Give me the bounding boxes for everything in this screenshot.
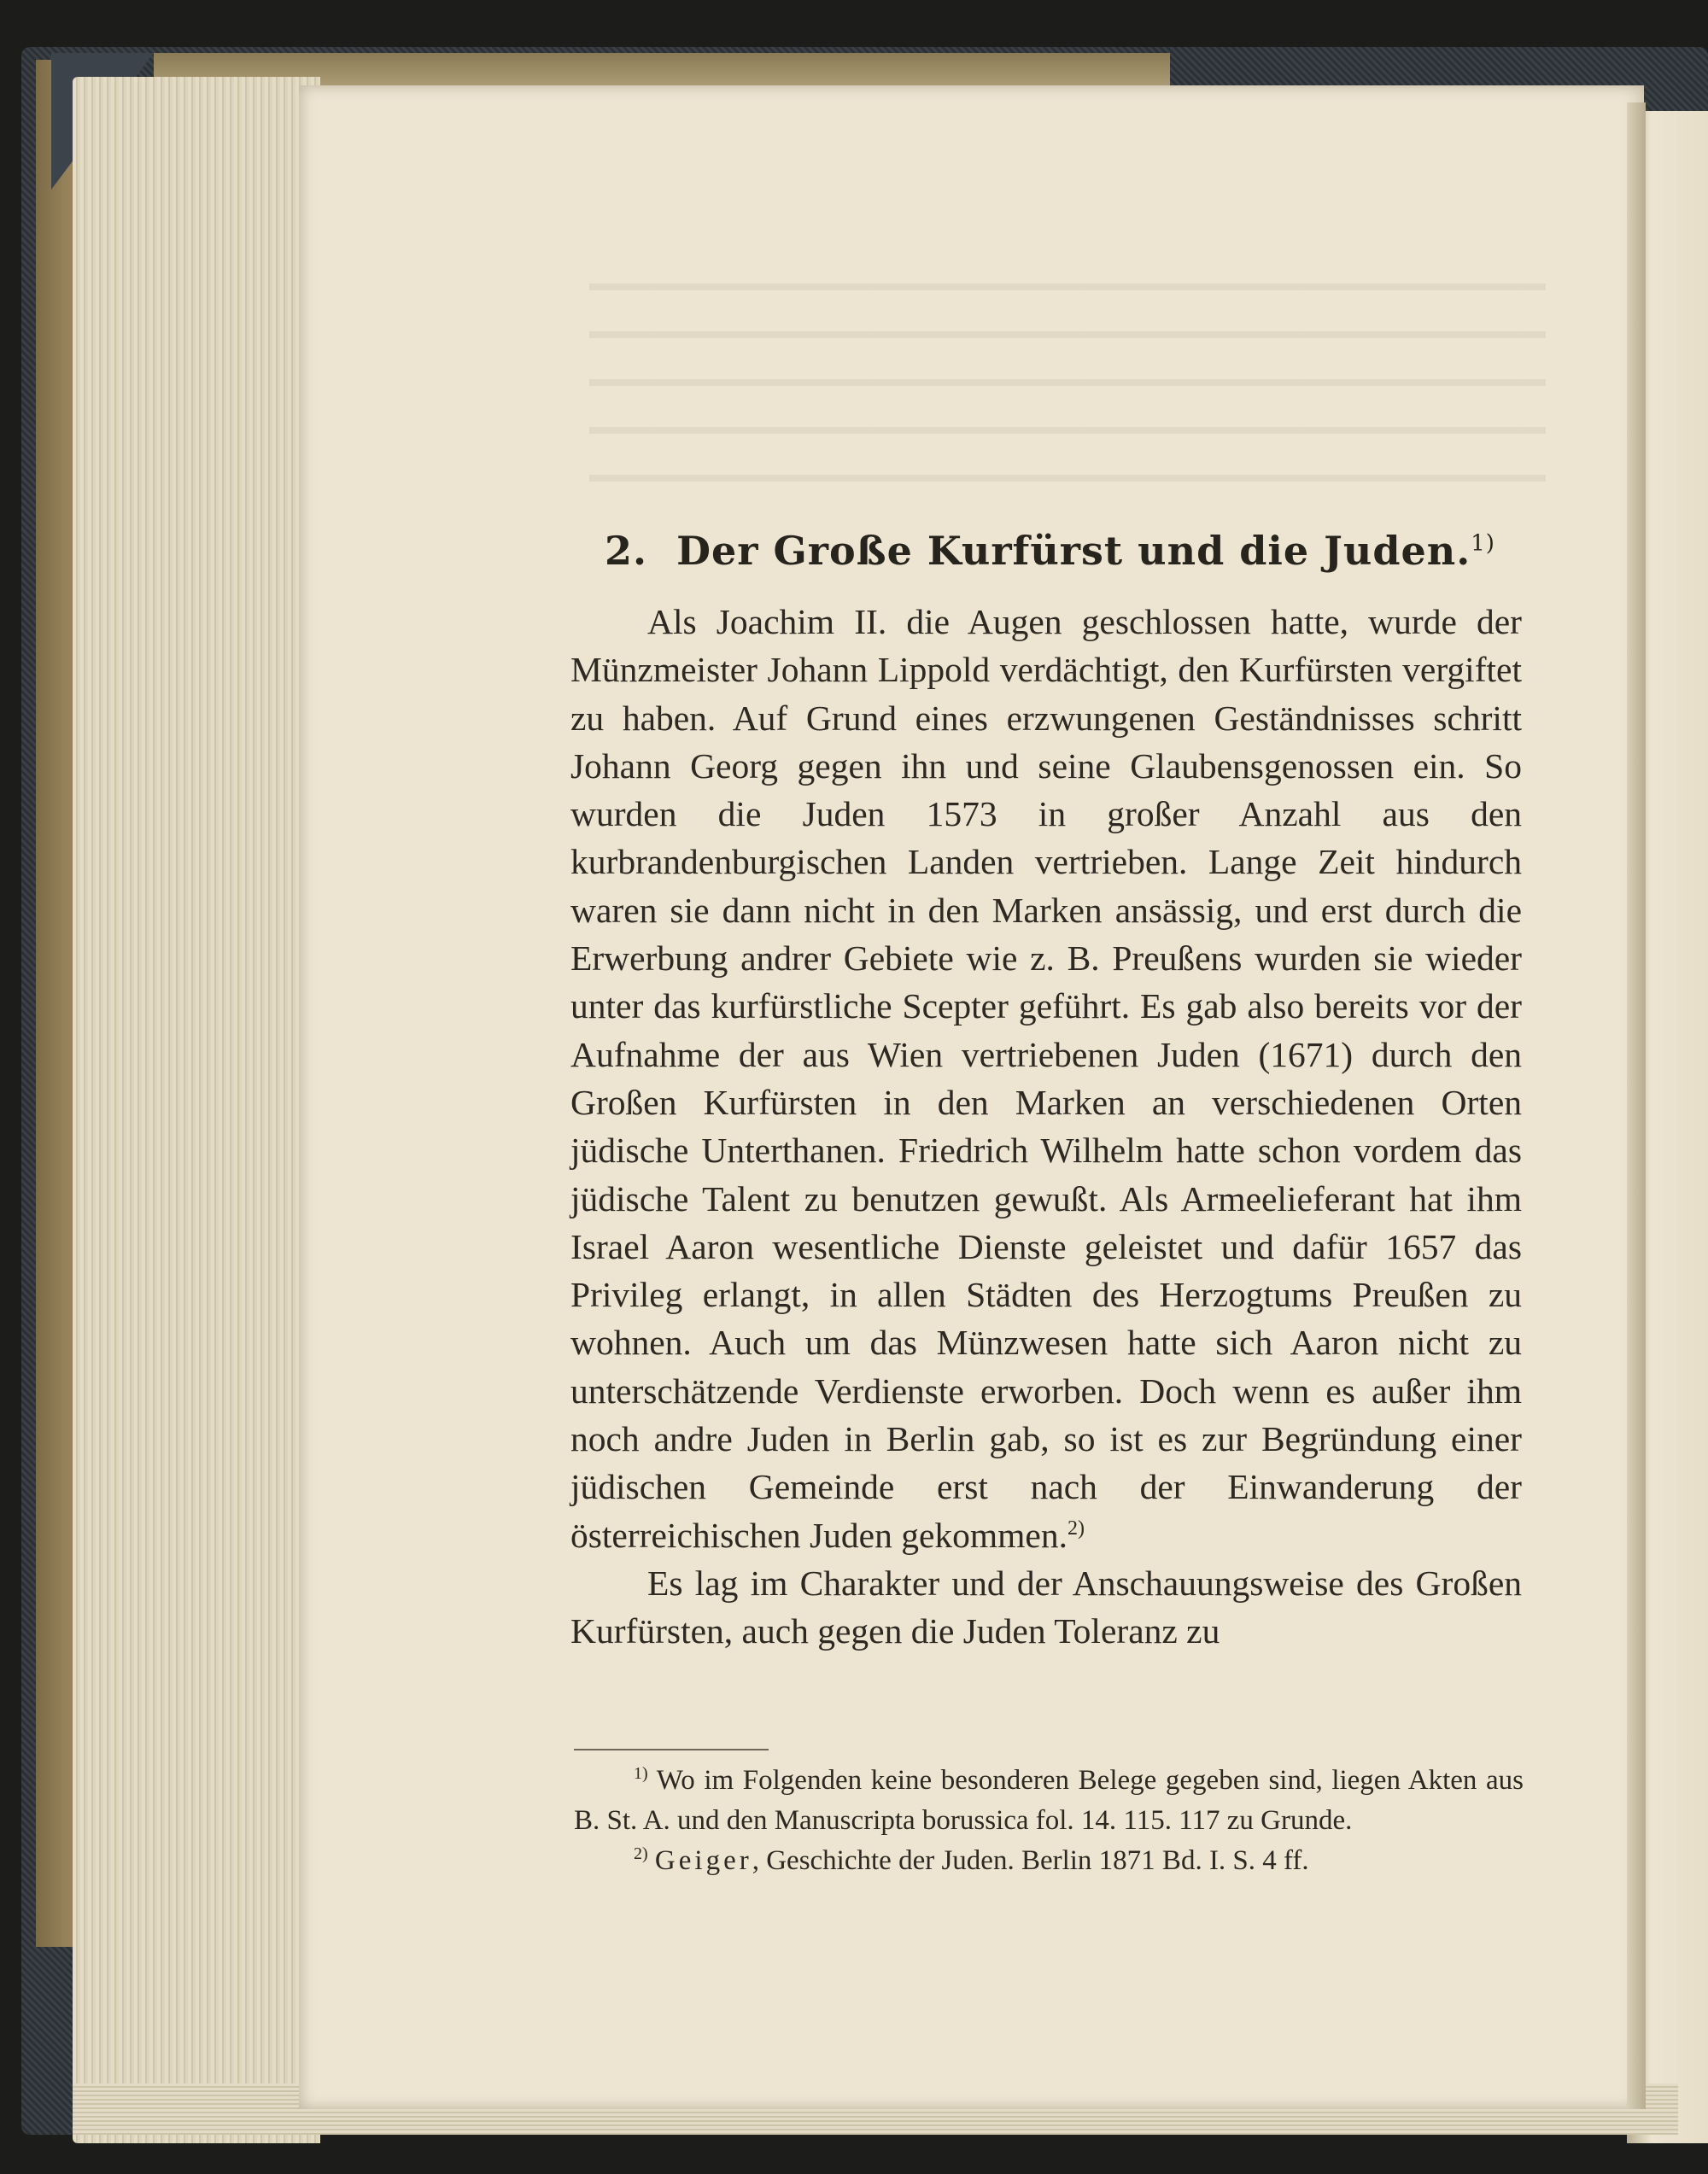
- footnote-author: Geiger: [654, 1845, 752, 1876]
- chapter-title: Der Große Kurfürst und die Juden.: [676, 528, 1471, 574]
- footnotes: [574, 1761, 1524, 1881]
- main-text: [570, 598, 1522, 1656]
- footnote-ref: 2): [1067, 1517, 1085, 1540]
- footnote-rule: [574, 1749, 769, 1750]
- footnote: $^{2)}$ Geiger, Geschichte der Juden. Berlin 1871 Bd. I. S. 4 ff.: [634, 1844, 1309, 1876]
- chapter-number: 2.: [605, 528, 648, 574]
- paragraph: Als Joachim II. die Augen geschlossen hatte, wurde der Münzmeister Johann Lippold verdächtigt, den Kurfürsten vergiftet zu haben. Auf Grund eines erzwungenen Geständnisses schritt Johann Georg gegen ihn und seine Glaubensgenossen ein. So wurden die Juden 1573 in großer Anzahl aus den kurbrandenburgischen Landen vertrieben. Lange Zeit hindurch waren sie dann nicht in den Marken ansässig, und erst durch die Erwerbung andrer Gebiete wie z. B. Preußens wurden sie wieder unter das kurfürstliche Scepter geführt. Es gab also bereits vor der Aufnahme der aus Wien vertriebenen Juden (1671) durch den Großen Kurfürsten in den Marken an verschiedenen Orten jüdische Unterthanen. Friedrich Wilhelm hatte schon vordem das jüdische Talent zu benutzen gewußt. Als Armeelieferant hat ihm Israel Aaron wesentliche Dienste geleistet und dafür 1657 das Privileg erlangt, in allen Städten des Herzogtums Preußen zu wohnen. Auch um das Münzwesen hatte sich Aaron nicht zu unterschätzende Verdienste erworben. Doch wenn es außer ihm noch andre Juden in Berlin gab, so ist es zur Begründung einer jüdischen Gemeinde erst nach der Einwanderung der österreichischen Juden gekommen.$^{2)}$: [570, 602, 1522, 1555]
- page-gutter: [1627, 102, 1646, 2109]
- footnote: $^{1)}$ Wo im Folgenden keine besonderen Belege gegeben sind, liegen Akten aus B. St. A. und den Manuscripta borussica fol. 14. 115. 117 zu Grunde.: [574, 1764, 1524, 1836]
- chapter-heading: [598, 528, 1527, 574]
- bleed-through: [589, 256, 1546, 521]
- footnote-ref: 1): [1471, 530, 1495, 557]
- paragraph: Es lag im Charakter und der Anschauungsweise des Großen Kurfürsten, auch gegen die Juden Toleranz zu: [570, 1563, 1522, 1651]
- page-edges: [73, 77, 320, 2143]
